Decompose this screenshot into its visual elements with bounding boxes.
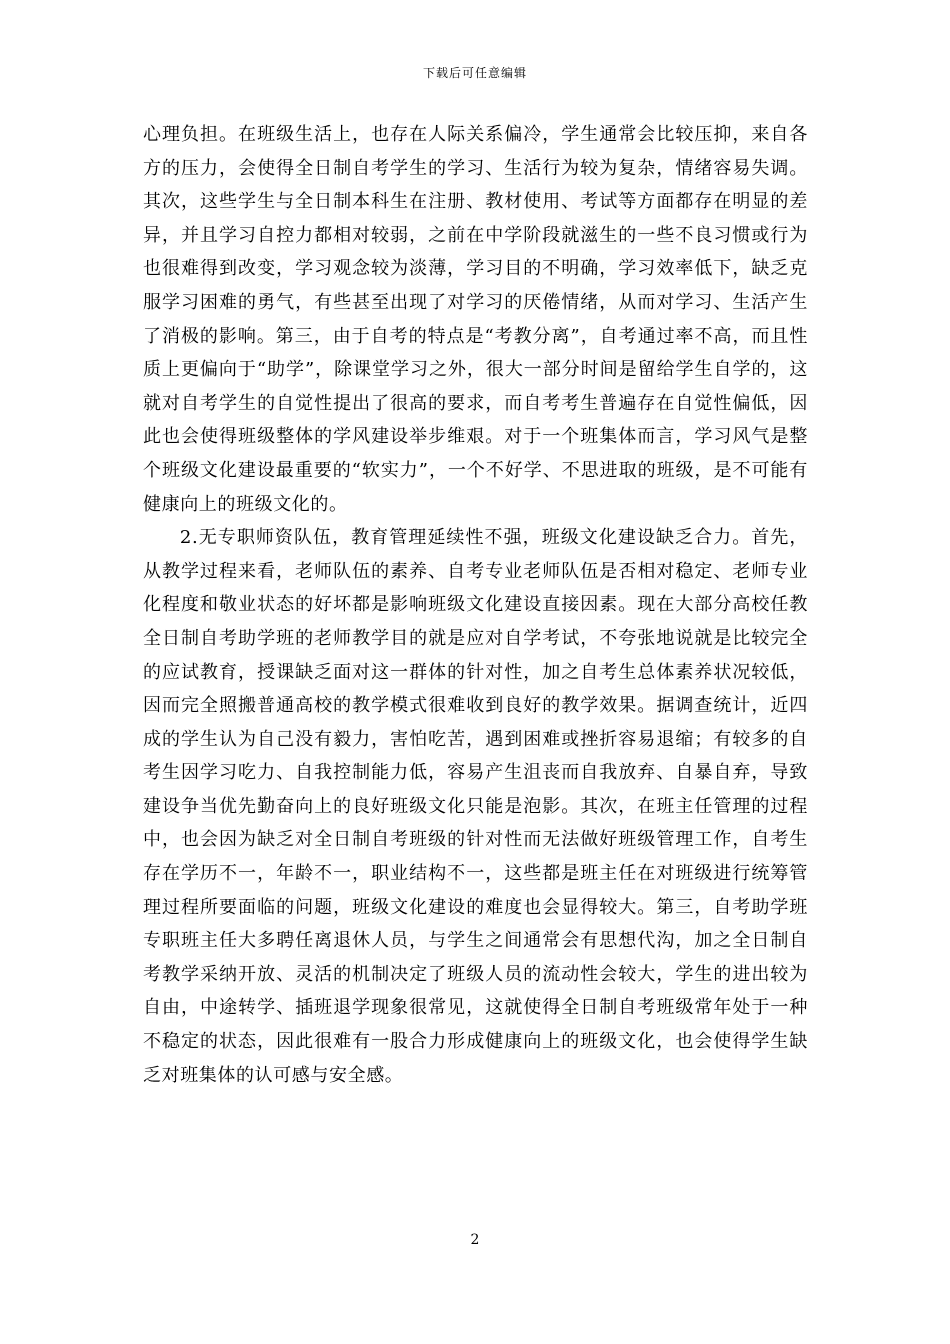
paragraph-section-2: 2.无专职师资队伍，教育管理延续性不强，班级文化建设缺乏合力。首先，从教学过程来看，老师队伍的素养、自考专业老师队伍是否相对稳定、老师专业化程度和敬业状态的好坏都是影响班级文化建设直接因素。现在大部分高校任教全日制自考助学班的老师教学目的就是应对自学考试，不夸张地说就是比较完全的应试教育，授课缺乏面对这一群体的针对性，加之自考生总体素养状况较低，因而完全照搬普通高校的教学模式很难收到良好的教学效果。据调查统计，近四成的学生认为自己没有毅力，害怕吃苦，遇到困难或挫折容易退缩；有较多的自考生因学习吃力、自我控制能力低，容易产生沮丧而自我放弃、自暴自弃，导致建设争当优先勤奋向上的良好班级文化只能是泡影。其次，在班主任管理的过程中，也会因为缺乏对全日制自考班级的针对性而无法做好班级管理工作，自考生存在学历不一，年龄不一，职业结构不一，这些都是班主任在对班级进行统筹管理过程所要面临的问题，班级文化建设的难度也会显得较大。第三，自考助学班专职班主任大多聘任离退休人员，与学生之间通常会有思想代沟，加之全日制自考教学采纳开放、灵活的机制决定了班级人员的流动性会较大，学生的进出较为自由，中途转学、插班退学现象很常见，这就使得全日制自考班级常年处于一种不稳定的状态，因此很难有一股合力形成健康向上的班级文化，也会使得学生缺乏对班集体的认可感与安全感。	[143, 527, 808, 1086]
page-number: 2	[470, 1232, 480, 1248]
page-header: 下载后可任意编辑	[422, 66, 527, 80]
paragraph-continued: 心理负担。在班级生活上，也存在人际关系偏冷，学生通常会比较压抑，来自各方的压力，会使得全日制自考学生的学习、生活行为较为复杂，情绪容易失调。其次，这些学生与全日制本科生在注册、教材使用、考试等方面都存在明显的差异，并且学习自控力都相对较弱，之前在中学阶段就滋生的一些不良习惯或行为也很难得到改变，学习观念较为淡薄，学习目的不明确，学习效率低下，缺乏克服学习困难的勇气，有些甚至出现了对学习的厌倦情绪，从而对学习、生活产生了消极的影响。第三，由于自考的特点是“考教分离”，自考通过率不高，而且性质上更偏向于“助学”，除课堂学习之外，很大一部分时间是留给学生自学的，这就对自考学生的自觉性提出了很高的要求，而自考考生普遍存在自觉性偏低，因此也会使得班级整体的学风建设举步维艰。对于一个班集体而言，学习风气是整个班级文化建设最重要的“软实力”，一个不好学、不思进取的班级，是不可能有健康向上的班级文化的。	[143, 124, 808, 515]
body-text	[143, 118, 808, 1092]
